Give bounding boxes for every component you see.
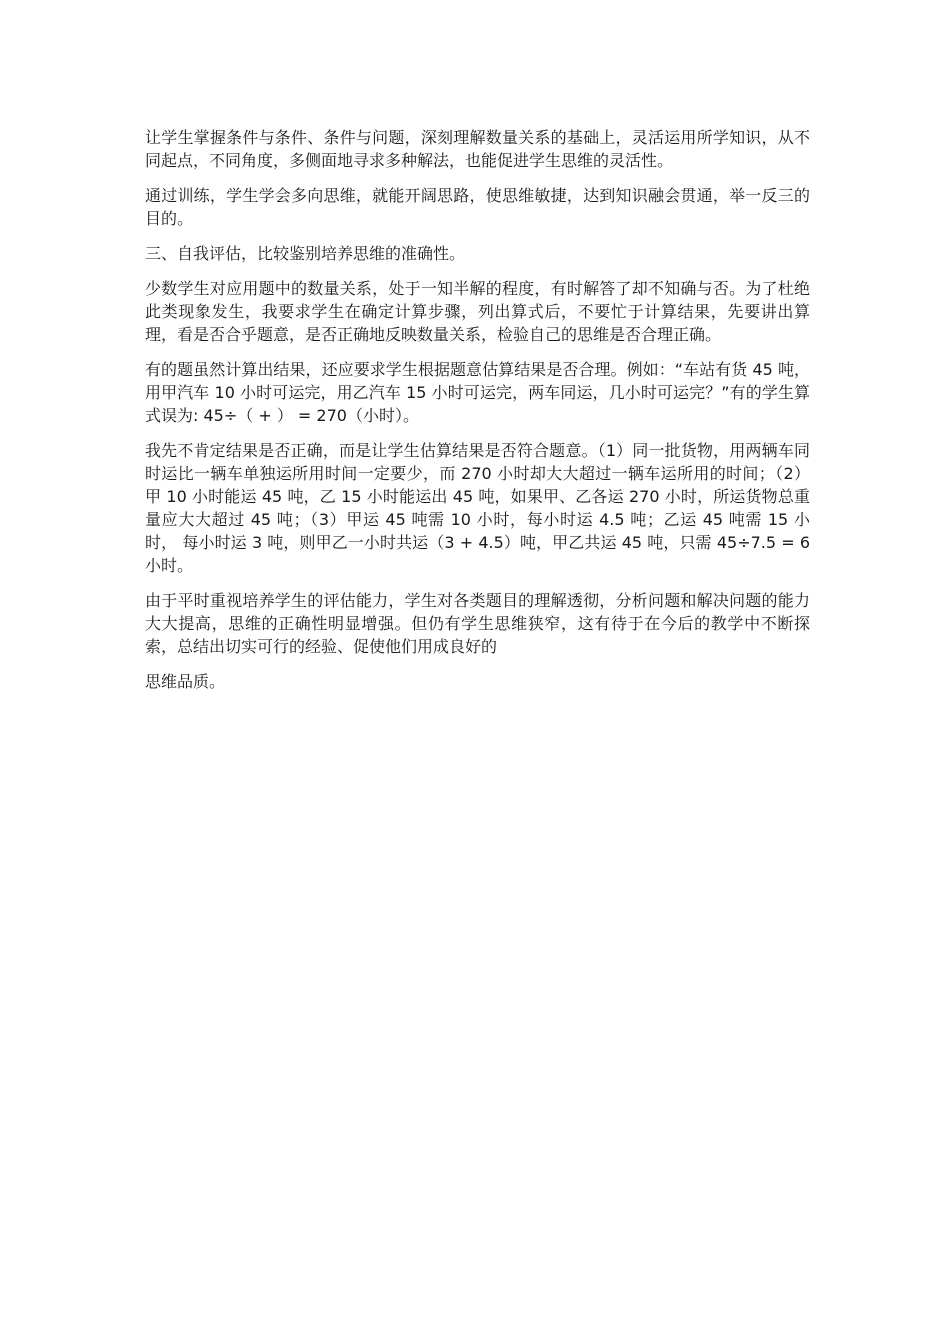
paragraph-2: 通过训练，学生学会多向思维，就能开阔思路，使思维敏捷，达到知识融会贯通，举一反三的目的。: [145, 186, 810, 228]
paragraph-1: 让学生掌握条件与条件、条件与问题，深刻理解数量关系的基础上，灵活运用所学知识，从不同起点，不同角度，多侧面地寻求多种解法，也能促进学生思维的灵活性。: [145, 128, 810, 170]
paragraph-3: 少数学生对应用题中的数量关系，处于一知半解的程度，有时解答了却不知确与否。为了杜绝此类现象发生，我要求学生在确定计算步骤，列出算式后，不要忙于计算结果，先要讲出算理，看是否合乎题意，是否正确地反映数量关系，检验自己的思维是否合理正确。: [145, 279, 810, 344]
document-body: [145, 126, 810, 705]
section-heading: 三、自我评估，比较鉴别培养思维的准确性。: [145, 244, 466, 263]
paragraph-4: 有的题虽然计算出结果，还应要求学生根据题意估算结果是否合理。例如：“车站有货 45 吨，用甲汽车 10 小时可运完，用乙汽车 15 小时可运完，两车同运，几小时可运完？”有的学生算式误为: 45÷（ + ） = 270（小时）。: [145, 360, 810, 425]
paragraph-7: 思维品质。: [145, 672, 226, 691]
paragraph-6: 由于平时重视培养学生的评估能力，学生对各类题目的理解透彻，分析问题和解决问题的能力大大提高，思维的正确性明显增强。但仍有学生思维狭窄，这有待于在今后的教学中不断探索，总结出切实可行的经验、促使他们用成良好的: [145, 591, 810, 656]
paragraph-5: 我先不肯定结果是否正确，而是让学生估算结果是否符合题意。（1）同一批货物，用两辆车同时运比一辆车单独运所用时间一定要少，而 270 小时却大大超过一辆车运所用的时间；（2）甲 10 小时能运 45 吨，乙 15 小时能运出 45 吨，如果甲、乙各运 270 小时，所运货物总重量应大大超过 45 吨；（3）甲运 45 吨需 10 小时，每小时运 4.5 吨；乙运 45 吨需 15 小时， 每小时运 3 吨，则甲乙一小时共运（3 + 4.5）吨，甲乙共运 45 吨，只需 45÷7.5 = 6 小时。: [145, 441, 810, 575]
